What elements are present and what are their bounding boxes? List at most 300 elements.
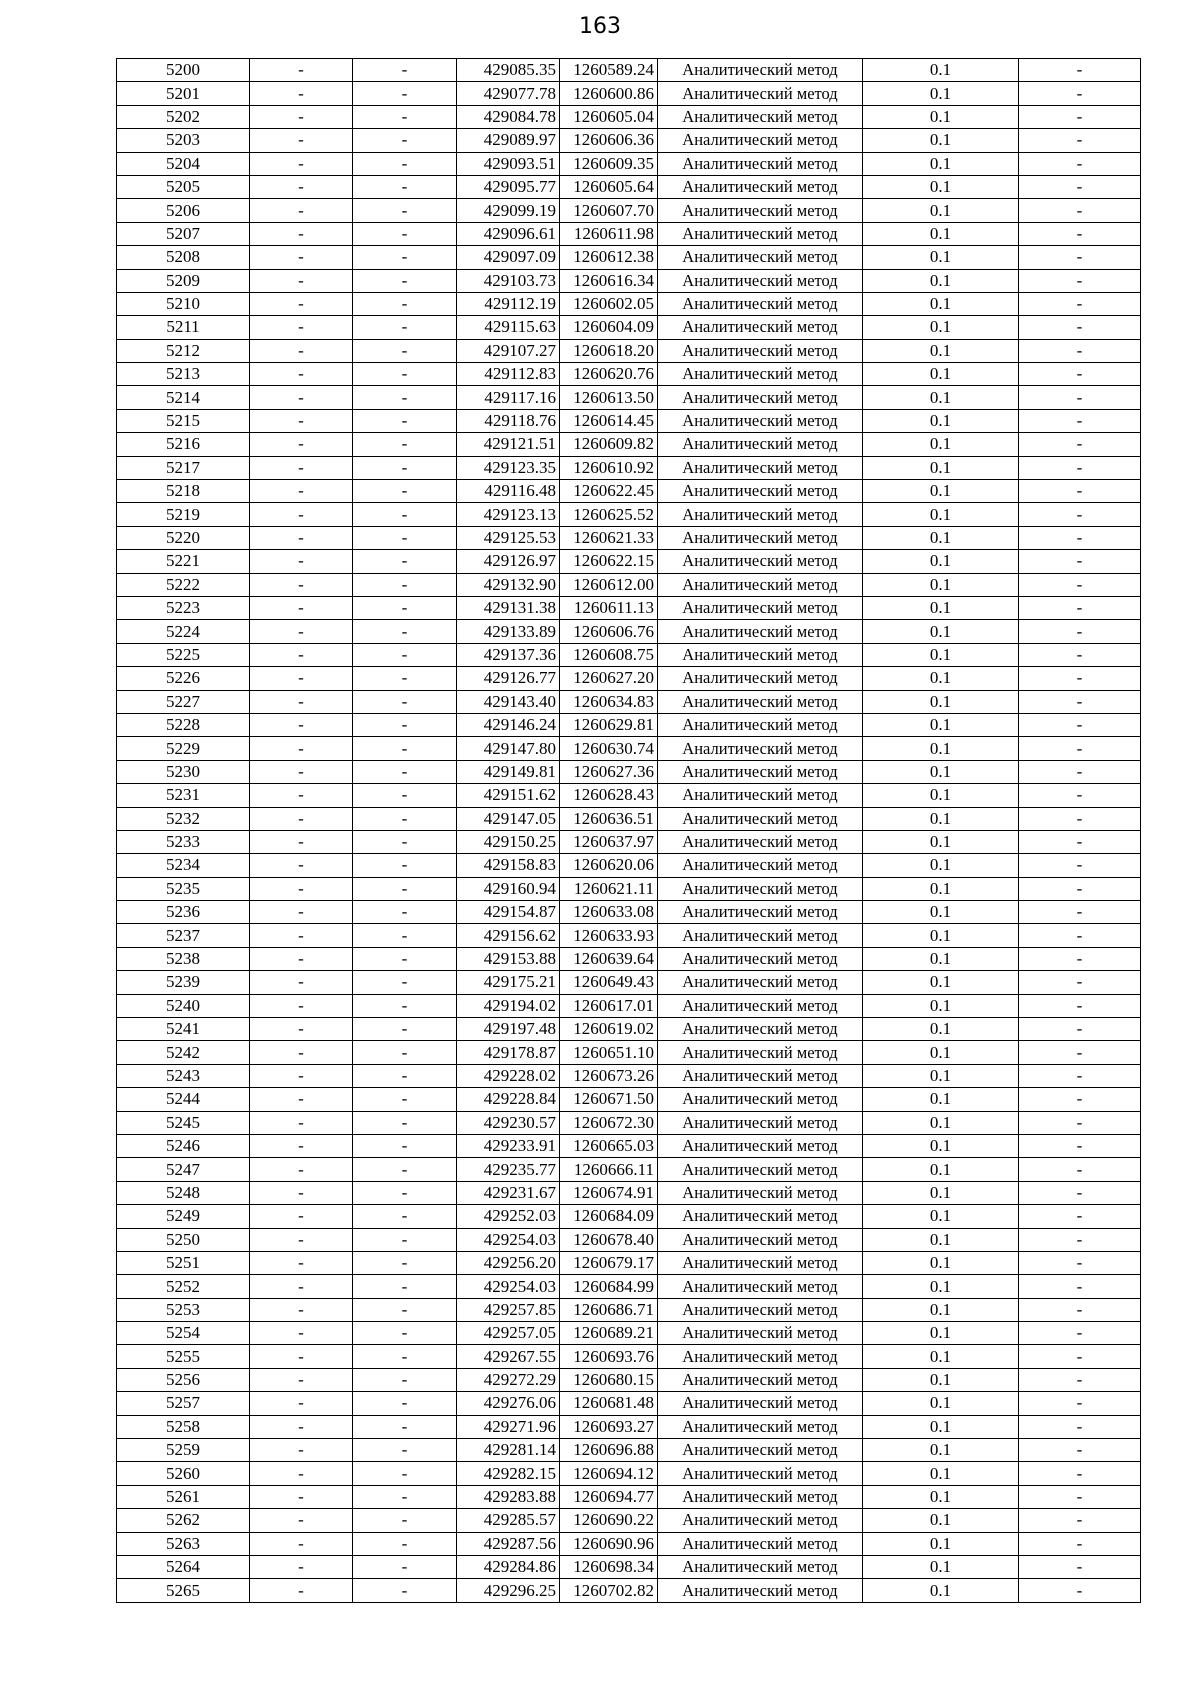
dash-cell: -: [353, 386, 457, 409]
point-number-cell: 5243: [117, 1064, 250, 1087]
table-row: [117, 807, 1141, 830]
precision-cell: 0.1: [863, 339, 1019, 362]
dash-cell: -: [1019, 1018, 1141, 1041]
dash-cell: -: [1019, 713, 1141, 736]
x-coordinate-cell: 429126.97: [457, 550, 560, 573]
x-coordinate-cell: 429228.84: [457, 1088, 560, 1111]
dash-cell: -: [250, 620, 353, 643]
dash-cell: -: [1019, 1345, 1141, 1368]
table-row: [117, 526, 1141, 549]
x-coordinate-cell: 429097.09: [457, 246, 560, 269]
dash-cell: -: [353, 713, 457, 736]
method-cell: Аналитический метод: [658, 1368, 863, 1391]
y-coordinate-cell: 1260607.70: [560, 199, 658, 222]
method-cell: Аналитический метод: [658, 292, 863, 315]
x-coordinate-cell: 429281.14: [457, 1439, 560, 1462]
point-number-cell: 5211: [117, 316, 250, 339]
dash-cell: -: [353, 550, 457, 573]
precision-cell: 0.1: [863, 1088, 1019, 1111]
x-coordinate-cell: 429230.57: [457, 1111, 560, 1134]
method-cell: Аналитический метод: [658, 1088, 863, 1111]
dash-cell: -: [250, 1579, 353, 1602]
precision-cell: 0.1: [863, 456, 1019, 479]
dash-cell: -: [250, 1041, 353, 1064]
method-cell: Аналитический метод: [658, 222, 863, 245]
point-number-cell: 5224: [117, 620, 250, 643]
dash-cell: -: [1019, 1368, 1141, 1391]
dash-cell: -: [1019, 292, 1141, 315]
table-row: [117, 386, 1141, 409]
y-coordinate-cell: 1260673.26: [560, 1064, 658, 1087]
dash-cell: -: [1019, 1205, 1141, 1228]
dash-cell: -: [250, 433, 353, 456]
method-cell: Аналитический метод: [658, 1181, 863, 1204]
point-number-cell: 5210: [117, 292, 250, 315]
precision-cell: 0.1: [863, 620, 1019, 643]
dash-cell: -: [1019, 1041, 1141, 1064]
dash-cell: -: [250, 1485, 353, 1508]
dash-cell: -: [353, 877, 457, 900]
point-number-cell: 5247: [117, 1158, 250, 1181]
table-row: [117, 59, 1141, 82]
dash-cell: -: [1019, 1064, 1141, 1087]
dash-cell: -: [1019, 433, 1141, 456]
method-cell: Аналитический метод: [658, 1322, 863, 1345]
point-number-cell: 5234: [117, 854, 250, 877]
table-row: [117, 1579, 1141, 1602]
method-cell: Аналитический метод: [658, 246, 863, 269]
dash-cell: -: [353, 1298, 457, 1321]
dash-cell: -: [353, 1181, 457, 1204]
dash-cell: -: [1019, 901, 1141, 924]
table-row: [117, 1415, 1141, 1438]
table-row: [117, 246, 1141, 269]
dash-cell: -: [1019, 1322, 1141, 1345]
method-cell: Аналитический метод: [658, 737, 863, 760]
method-cell: Аналитический метод: [658, 1158, 863, 1181]
dash-cell: -: [1019, 1251, 1141, 1274]
point-number-cell: 5226: [117, 667, 250, 690]
method-cell: Аналитический метод: [658, 480, 863, 503]
dash-cell: -: [250, 1088, 353, 1111]
dash-cell: -: [1019, 643, 1141, 666]
point-number-cell: 5230: [117, 760, 250, 783]
precision-cell: 0.1: [863, 129, 1019, 152]
table-row: [117, 1088, 1141, 1111]
dash-cell: -: [250, 690, 353, 713]
dash-cell: -: [1019, 737, 1141, 760]
dash-cell: -: [250, 105, 353, 128]
y-coordinate-cell: 1260614.45: [560, 409, 658, 432]
x-coordinate-cell: 429125.53: [457, 526, 560, 549]
precision-cell: 0.1: [863, 1345, 1019, 1368]
dash-cell: -: [250, 363, 353, 386]
table-body: [117, 59, 1141, 1603]
table-row: [117, 1251, 1141, 1274]
x-coordinate-cell: 429178.87: [457, 1041, 560, 1064]
dash-cell: -: [250, 596, 353, 619]
point-number-cell: 5225: [117, 643, 250, 666]
method-cell: Аналитический метод: [658, 573, 863, 596]
method-cell: Аналитический метод: [658, 433, 863, 456]
dash-cell: -: [250, 1532, 353, 1555]
x-coordinate-cell: 429272.29: [457, 1368, 560, 1391]
dash-cell: -: [353, 1532, 457, 1555]
method-cell: Аналитический метод: [658, 1556, 863, 1579]
precision-cell: 0.1: [863, 1415, 1019, 1438]
method-cell: Аналитический метод: [658, 690, 863, 713]
dash-cell: -: [250, 1275, 353, 1298]
precision-cell: 0.1: [863, 784, 1019, 807]
y-coordinate-cell: 1260666.11: [560, 1158, 658, 1181]
point-number-cell: 5241: [117, 1018, 250, 1041]
method-cell: Аналитический метод: [658, 620, 863, 643]
table-row: [117, 971, 1141, 994]
dash-cell: -: [250, 830, 353, 853]
x-coordinate-cell: 429282.15: [457, 1462, 560, 1485]
point-number-cell: 5237: [117, 924, 250, 947]
precision-cell: 0.1: [863, 1275, 1019, 1298]
precision-cell: 0.1: [863, 1181, 1019, 1204]
dash-cell: -: [353, 480, 457, 503]
dash-cell: -: [250, 854, 353, 877]
table-row: [117, 1181, 1141, 1204]
dash-cell: -: [1019, 1439, 1141, 1462]
precision-cell: 0.1: [863, 1322, 1019, 1345]
dash-cell: -: [353, 854, 457, 877]
precision-cell: 0.1: [863, 807, 1019, 830]
precision-cell: 0.1: [863, 1228, 1019, 1251]
table-row: [117, 830, 1141, 853]
dash-cell: -: [1019, 1485, 1141, 1508]
method-cell: Аналитический метод: [658, 339, 863, 362]
dash-cell: -: [353, 901, 457, 924]
table-row: [117, 1392, 1141, 1415]
precision-cell: 0.1: [863, 59, 1019, 82]
dash-cell: -: [1019, 175, 1141, 198]
dash-cell: -: [250, 1181, 353, 1204]
x-coordinate-cell: 429283.88: [457, 1485, 560, 1508]
y-coordinate-cell: 1260693.27: [560, 1415, 658, 1438]
table-row: [117, 1532, 1141, 1555]
dash-cell: -: [353, 503, 457, 526]
table-row: [117, 199, 1141, 222]
point-number-cell: 5204: [117, 152, 250, 175]
dash-cell: -: [353, 199, 457, 222]
method-cell: Аналитический метод: [658, 994, 863, 1017]
point-number-cell: 5250: [117, 1228, 250, 1251]
dash-cell: -: [250, 339, 353, 362]
dash-cell: -: [1019, 129, 1141, 152]
point-number-cell: 5202: [117, 105, 250, 128]
table-row: [117, 292, 1141, 315]
x-coordinate-cell: 429116.48: [457, 480, 560, 503]
x-coordinate-cell: 429160.94: [457, 877, 560, 900]
dash-cell: -: [1019, 409, 1141, 432]
dash-cell: -: [1019, 363, 1141, 386]
precision-cell: 0.1: [863, 1064, 1019, 1087]
precision-cell: 0.1: [863, 760, 1019, 783]
dash-cell: -: [353, 1345, 457, 1368]
dash-cell: -: [353, 667, 457, 690]
precision-cell: 0.1: [863, 199, 1019, 222]
y-coordinate-cell: 1260620.76: [560, 363, 658, 386]
x-coordinate-cell: 429256.20: [457, 1251, 560, 1274]
y-coordinate-cell: 1260633.93: [560, 924, 658, 947]
dash-cell: -: [353, 643, 457, 666]
y-coordinate-cell: 1260696.88: [560, 1439, 658, 1462]
dash-cell: -: [1019, 1532, 1141, 1555]
dash-cell: -: [1019, 386, 1141, 409]
precision-cell: 0.1: [863, 994, 1019, 1017]
method-cell: Аналитический метод: [658, 1228, 863, 1251]
method-cell: Аналитический метод: [658, 1251, 863, 1274]
point-number-cell: 5203: [117, 129, 250, 152]
dash-cell: -: [250, 713, 353, 736]
precision-cell: 0.1: [863, 409, 1019, 432]
point-number-cell: 5261: [117, 1485, 250, 1508]
table-row: [117, 1556, 1141, 1579]
dash-cell: -: [250, 82, 353, 105]
table-row: [117, 503, 1141, 526]
table-row: [117, 152, 1141, 175]
x-coordinate-cell: 429254.03: [457, 1275, 560, 1298]
y-coordinate-cell: 1260606.76: [560, 620, 658, 643]
y-coordinate-cell: 1260610.92: [560, 456, 658, 479]
dash-cell: -: [353, 292, 457, 315]
point-number-cell: 5207: [117, 222, 250, 245]
point-number-cell: 5238: [117, 947, 250, 970]
dash-cell: -: [353, 784, 457, 807]
table-row: [117, 1158, 1141, 1181]
method-cell: Аналитический метод: [658, 667, 863, 690]
dash-cell: -: [1019, 1556, 1141, 1579]
dash-cell: -: [250, 877, 353, 900]
table-row: [117, 129, 1141, 152]
dash-cell: -: [250, 222, 353, 245]
dash-cell: -: [353, 1368, 457, 1391]
x-coordinate-cell: 429093.51: [457, 152, 560, 175]
dash-cell: -: [1019, 947, 1141, 970]
method-cell: Аналитический метод: [658, 409, 863, 432]
x-coordinate-cell: 429131.38: [457, 596, 560, 619]
table-row: [117, 1041, 1141, 1064]
dash-cell: -: [1019, 877, 1141, 900]
method-cell: Аналитический метод: [658, 1134, 863, 1157]
x-coordinate-cell: 429096.61: [457, 222, 560, 245]
method-cell: Аналитический метод: [658, 129, 863, 152]
method-cell: Аналитический метод: [658, 760, 863, 783]
dash-cell: -: [353, 1462, 457, 1485]
precision-cell: 0.1: [863, 596, 1019, 619]
x-coordinate-cell: 429112.19: [457, 292, 560, 315]
dash-cell: -: [1019, 1158, 1141, 1181]
dash-cell: -: [1019, 1509, 1141, 1532]
method-cell: Аналитический метод: [658, 971, 863, 994]
method-cell: Аналитический метод: [658, 1298, 863, 1321]
y-coordinate-cell: 1260616.34: [560, 269, 658, 292]
method-cell: Аналитический метод: [658, 947, 863, 970]
dash-cell: -: [250, 1064, 353, 1087]
dash-cell: -: [250, 246, 353, 269]
x-coordinate-cell: 429146.24: [457, 713, 560, 736]
method-cell: Аналитический метод: [658, 1205, 863, 1228]
table-row: [117, 409, 1141, 432]
precision-cell: 0.1: [863, 550, 1019, 573]
dash-cell: -: [353, 1134, 457, 1157]
precision-cell: 0.1: [863, 292, 1019, 315]
point-number-cell: 5206: [117, 199, 250, 222]
dash-cell: -: [1019, 667, 1141, 690]
method-cell: Аналитический метод: [658, 456, 863, 479]
dash-cell: -: [353, 1018, 457, 1041]
y-coordinate-cell: 1260621.33: [560, 526, 658, 549]
method-cell: Аналитический метод: [658, 1532, 863, 1555]
y-coordinate-cell: 1260619.02: [560, 1018, 658, 1041]
dash-cell: -: [353, 1228, 457, 1251]
dash-cell: -: [250, 1509, 353, 1532]
table-row: [117, 1368, 1141, 1391]
x-coordinate-cell: 429147.05: [457, 807, 560, 830]
dash-cell: -: [1019, 1134, 1141, 1157]
precision-cell: 0.1: [863, 830, 1019, 853]
y-coordinate-cell: 1260680.15: [560, 1368, 658, 1391]
table-row: [117, 877, 1141, 900]
y-coordinate-cell: 1260672.30: [560, 1111, 658, 1134]
dash-cell: -: [353, 924, 457, 947]
point-number-cell: 5264: [117, 1556, 250, 1579]
y-coordinate-cell: 1260678.40: [560, 1228, 658, 1251]
dash-cell: -: [1019, 550, 1141, 573]
table-row: [117, 784, 1141, 807]
x-coordinate-cell: 429153.88: [457, 947, 560, 970]
table-row: [117, 550, 1141, 573]
precision-cell: 0.1: [863, 480, 1019, 503]
x-coordinate-cell: 429231.67: [457, 1181, 560, 1204]
point-number-cell: 5215: [117, 409, 250, 432]
dash-cell: -: [1019, 1579, 1141, 1602]
precision-cell: 0.1: [863, 1485, 1019, 1508]
dash-cell: -: [353, 1415, 457, 1438]
precision-cell: 0.1: [863, 901, 1019, 924]
precision-cell: 0.1: [863, 246, 1019, 269]
y-coordinate-cell: 1260627.36: [560, 760, 658, 783]
x-coordinate-cell: 429271.96: [457, 1415, 560, 1438]
x-coordinate-cell: 429123.35: [457, 456, 560, 479]
table-row: [117, 456, 1141, 479]
point-number-cell: 5229: [117, 737, 250, 760]
dash-cell: -: [353, 1485, 457, 1508]
y-coordinate-cell: 1260612.00: [560, 573, 658, 596]
precision-cell: 0.1: [863, 386, 1019, 409]
y-coordinate-cell: 1260628.43: [560, 784, 658, 807]
dash-cell: -: [250, 1462, 353, 1485]
point-number-cell: 5208: [117, 246, 250, 269]
x-coordinate-cell: 429084.78: [457, 105, 560, 128]
method-cell: Аналитический метод: [658, 1041, 863, 1064]
precision-cell: 0.1: [863, 1158, 1019, 1181]
x-coordinate-cell: 429133.89: [457, 620, 560, 643]
precision-cell: 0.1: [863, 971, 1019, 994]
x-coordinate-cell: 429254.03: [457, 1228, 560, 1251]
dash-cell: -: [250, 59, 353, 82]
dash-cell: -: [250, 316, 353, 339]
dash-cell: -: [1019, 690, 1141, 713]
table-row: [117, 1228, 1141, 1251]
precision-cell: 0.1: [863, 877, 1019, 900]
y-coordinate-cell: 1260600.86: [560, 82, 658, 105]
dash-cell: -: [353, 129, 457, 152]
dash-cell: -: [1019, 830, 1141, 853]
method-cell: Аналитический метод: [658, 1345, 863, 1368]
dash-cell: -: [1019, 1415, 1141, 1438]
x-coordinate-cell: 429077.78: [457, 82, 560, 105]
x-coordinate-cell: 429296.25: [457, 1579, 560, 1602]
dash-cell: -: [250, 550, 353, 573]
y-coordinate-cell: 1260589.24: [560, 59, 658, 82]
point-number-cell: 5265: [117, 1579, 250, 1602]
point-number-cell: 5252: [117, 1275, 250, 1298]
dash-cell: -: [1019, 82, 1141, 105]
dash-cell: -: [353, 760, 457, 783]
x-coordinate-cell: 429099.19: [457, 199, 560, 222]
precision-cell: 0.1: [863, 316, 1019, 339]
dash-cell: -: [1019, 152, 1141, 175]
point-number-cell: 5221: [117, 550, 250, 573]
x-coordinate-cell: 429257.85: [457, 1298, 560, 1321]
method-cell: Аналитический метод: [658, 830, 863, 853]
dash-cell: -: [353, 1275, 457, 1298]
precision-cell: 0.1: [863, 947, 1019, 970]
x-coordinate-cell: 429132.90: [457, 573, 560, 596]
x-coordinate-cell: 429287.56: [457, 1532, 560, 1555]
dash-cell: -: [250, 1018, 353, 1041]
dash-cell: -: [1019, 246, 1141, 269]
point-number-cell: 5259: [117, 1439, 250, 1462]
dash-cell: -: [1019, 59, 1141, 82]
point-number-cell: 5255: [117, 1345, 250, 1368]
dash-cell: -: [353, 620, 457, 643]
table-row: [117, 316, 1141, 339]
dash-cell: -: [1019, 620, 1141, 643]
point-number-cell: 5258: [117, 1415, 250, 1438]
table-row: [117, 269, 1141, 292]
point-number-cell: 5251: [117, 1251, 250, 1274]
precision-cell: 0.1: [863, 573, 1019, 596]
point-number-cell: 5236: [117, 901, 250, 924]
x-coordinate-cell: 429143.40: [457, 690, 560, 713]
table-row: [117, 760, 1141, 783]
dash-cell: -: [353, 1041, 457, 1064]
dash-cell: -: [250, 199, 353, 222]
dash-cell: -: [353, 152, 457, 175]
method-cell: Аналитический метод: [658, 82, 863, 105]
point-number-cell: 5219: [117, 503, 250, 526]
y-coordinate-cell: 1260620.06: [560, 854, 658, 877]
table-row: [117, 643, 1141, 666]
dash-cell: -: [353, 1158, 457, 1181]
x-coordinate-cell: 429089.97: [457, 129, 560, 152]
dash-cell: -: [1019, 480, 1141, 503]
x-coordinate-cell: 429112.83: [457, 363, 560, 386]
point-number-cell: 5212: [117, 339, 250, 362]
y-coordinate-cell: 1260617.01: [560, 994, 658, 1017]
precision-cell: 0.1: [863, 737, 1019, 760]
precision-cell: 0.1: [863, 82, 1019, 105]
dash-cell: -: [1019, 971, 1141, 994]
method-cell: Аналитический метод: [658, 854, 863, 877]
y-coordinate-cell: 1260611.13: [560, 596, 658, 619]
